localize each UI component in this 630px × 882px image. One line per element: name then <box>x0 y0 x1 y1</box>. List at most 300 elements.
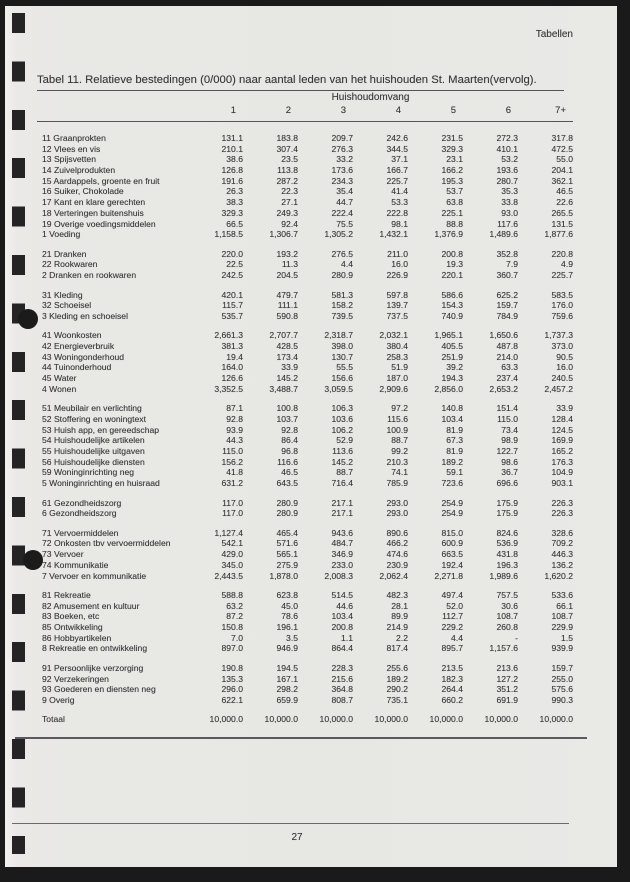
cell-value: 1,432.1 <box>379 229 408 240</box>
cell-value: 1,650.6 <box>489 330 518 341</box>
cell-value: 380.4 <box>386 341 408 352</box>
row-label: 53 Huish app, en gereedschap <box>42 424 160 435</box>
cell-value: 757.5 <box>496 590 518 601</box>
cell-value: 81.9 <box>446 446 463 457</box>
cell-value: 364.8 <box>331 684 353 695</box>
cell-value: 106.3 <box>331 403 353 414</box>
cell-value: 98.1 <box>391 218 408 229</box>
cell-value: 151.4 <box>496 403 518 414</box>
cell-value: 140.8 <box>441 403 463 414</box>
cell-value: 226.9 <box>386 270 408 281</box>
cell-value: 465.4 <box>276 527 298 538</box>
cell-value: 10,000.0 <box>429 714 463 725</box>
cell-value: 255.0 <box>551 673 573 684</box>
cell-value: 317.8 <box>551 133 573 143</box>
cell-value: 195.3 <box>441 175 463 186</box>
cell-value: 535.7 <box>221 310 243 321</box>
cell-value: 66.5 <box>226 218 243 229</box>
row-group <box>37 403 573 489</box>
table-row <box>37 560 573 571</box>
cell-value: 211.0 <box>387 248 408 259</box>
table-row <box>37 311 573 322</box>
cell-value: 231.5 <box>441 133 463 143</box>
cell-value: 280.9 <box>331 270 353 281</box>
cell-value: 229.2 <box>441 622 463 633</box>
table-row <box>37 229 573 240</box>
table-row <box>37 643 573 654</box>
cell-value: 622.1 <box>221 695 243 705</box>
cell-value: 189.2 <box>386 673 408 684</box>
cell-value: 234.3 <box>331 175 353 186</box>
row-label: 11 Graanprokten <box>42 133 106 143</box>
cell-value: 74.1 <box>391 467 408 478</box>
cell-value: 254.9 <box>441 497 463 508</box>
cell-value: 88.8 <box>446 218 463 229</box>
cell-value: 33.9 <box>556 403 573 414</box>
cell-value: 2,271.8 <box>434 570 463 581</box>
column-header: 3 <box>340 105 346 116</box>
cell-value: 536.9 <box>496 538 518 549</box>
cell-value: 345.0 <box>221 559 243 570</box>
row-label: 93 Goederen en diensten neg <box>42 684 156 695</box>
cell-value: 200.8 <box>331 622 353 633</box>
cell-value: 360.7 <box>496 270 518 281</box>
cell-value: 33.9 <box>281 362 298 373</box>
row-label: 73 Vervoer <box>42 549 84 560</box>
table-row <box>37 684 573 695</box>
cell-value: 139.7 <box>386 300 408 311</box>
cell-value: 22.3 <box>281 186 298 197</box>
cell-value: 287.2 <box>276 175 298 186</box>
cell-value: 484.7 <box>331 538 353 549</box>
cell-value: 190.8 <box>221 662 243 673</box>
table-row <box>37 457 573 468</box>
cell-value: 145.2 <box>276 373 298 384</box>
cell-value: 88.7 <box>391 435 408 446</box>
cell-value: 446.3 <box>551 549 573 560</box>
cell-value: 150.8 <box>221 622 243 633</box>
cell-value: 131.5 <box>551 218 573 229</box>
cell-value: 115.7 <box>222 300 243 311</box>
cell-value: 194.5 <box>276 662 298 673</box>
table-row <box>37 154 573 165</box>
row-group <box>37 714 573 725</box>
cell-value: 28.1 <box>391 600 408 611</box>
cell-value: 329.3 <box>221 207 243 218</box>
cell-value: 1,989.6 <box>489 570 518 581</box>
cell-value: 571.6 <box>276 538 298 549</box>
cell-value: 897.0 <box>221 643 243 654</box>
row-label: 72 Onkosten tbv vervoermiddelen <box>42 538 171 549</box>
row-label: 55 Huishoudelijke uitgaven <box>42 446 145 457</box>
cell-value: 474.6 <box>386 549 408 560</box>
cell-value: 723.6 <box>441 478 463 489</box>
cell-value: 220.0 <box>221 248 243 259</box>
cell-value: 542.1 <box>221 538 243 549</box>
cell-value: 52.9 <box>336 435 353 446</box>
cell-value: 2,909.6 <box>379 383 408 394</box>
cell-value: 864.4 <box>331 643 353 654</box>
cell-value: 55.5 <box>336 362 353 373</box>
cell-value: 53.3 <box>391 197 408 208</box>
table-row <box>37 601 573 612</box>
table-row <box>37 590 573 601</box>
cell-value: 381.3 <box>221 341 243 352</box>
cell-value: 824.6 <box>496 527 518 538</box>
cell-value: 88.7 <box>336 467 353 478</box>
cell-value: 264.4 <box>441 684 463 695</box>
cell-value: 242.5 <box>221 270 243 281</box>
cell-value: 293.0 <box>386 508 408 519</box>
cell-value: 166.7 <box>386 165 408 176</box>
cell-value: 565.1 <box>276 549 298 560</box>
row-label: 15 Aardappels, groente en fruit <box>42 175 160 186</box>
cell-value: 817.4 <box>386 643 408 654</box>
cell-value: 226.3 <box>551 497 573 508</box>
cell-value: 479.7 <box>276 289 298 300</box>
cell-value: 1,965.1 <box>434 330 463 341</box>
table-row <box>37 714 573 725</box>
table-row <box>37 186 573 197</box>
table-row <box>37 144 573 155</box>
cell-value: 108.7 <box>496 611 518 622</box>
cell-value: 210.1 <box>221 143 243 154</box>
cell-value: 514.5 <box>331 590 353 601</box>
cell-value: 175.9 <box>496 497 518 508</box>
section-header-label: Tabellen <box>535 29 573 40</box>
cell-value: 44.7 <box>336 197 353 208</box>
cell-value: 131.1 <box>221 133 243 143</box>
cell-value: 196.3 <box>496 559 518 570</box>
cell-value: 128.4 <box>551 414 573 424</box>
cell-value: 663.5 <box>441 549 463 560</box>
cell-value: 176.0 <box>551 300 573 311</box>
cell-value: 233.0 <box>331 559 353 570</box>
cell-value: 228.3 <box>331 662 353 673</box>
table-row <box>37 197 573 208</box>
row-label: 74 Kommunikatie <box>42 559 109 570</box>
cell-value: 939.9 <box>551 643 573 654</box>
cell-value: 466.2 <box>386 538 408 549</box>
cell-value: 41.4 <box>391 186 408 197</box>
table-row <box>37 571 573 582</box>
cell-value: 90.5 <box>556 351 573 362</box>
cell-value: 362.1 <box>551 175 573 186</box>
row-label: 41 Woonkosten <box>42 330 102 341</box>
cell-value: 81.9 <box>446 424 463 435</box>
cell-value: 136.2 <box>551 559 573 570</box>
row-label: 54 Huishoudelijke artikelen <box>42 435 145 446</box>
footer-rule <box>12 823 569 824</box>
cell-value: 759.6 <box>551 310 573 321</box>
cell-value: 22.6 <box>556 197 573 208</box>
cell-value: 30.6 <box>501 600 518 611</box>
cell-value: 255.6 <box>386 662 408 673</box>
binding-holes-strip <box>12 13 25 854</box>
cell-value: 7.9 <box>506 259 518 270</box>
row-label: 2 Dranken en rookwaren <box>42 270 137 281</box>
cell-value: 217.1 <box>331 508 353 519</box>
table-row <box>37 622 573 633</box>
cell-value: 46.5 <box>281 467 298 478</box>
row-label: 59 Woninginrichting neg <box>42 467 135 478</box>
cell-value: 66.1 <box>556 600 573 611</box>
cell-value: 229.9 <box>551 622 573 633</box>
cell-value: 2.2 <box>396 632 408 643</box>
cell-value: 100.9 <box>386 424 408 435</box>
cell-value: 2,856.0 <box>434 383 463 394</box>
cell-value: 240.5 <box>551 373 573 384</box>
cell-value: 307.4 <box>276 143 298 154</box>
cell-value: 265.5 <box>551 207 573 218</box>
cell-value: 38.3 <box>226 197 243 208</box>
table-row <box>37 414 573 425</box>
cell-value: 10,000.0 <box>374 714 408 725</box>
cell-value: 104.9 <box>551 467 573 478</box>
row-label: 82 Amusement en kultuur <box>42 600 140 611</box>
cell-value: 3,488.7 <box>269 383 298 394</box>
cell-value: 10,000.0 <box>209 714 243 725</box>
cell-value: 103.4 <box>441 414 463 424</box>
cell-value: 164.0 <box>221 362 243 373</box>
cell-value: 2,653.2 <box>489 383 518 394</box>
cell-value: 696.6 <box>496 478 518 489</box>
page-number: 27 <box>291 832 303 843</box>
row-label: 6 Gezondheidszorg <box>42 508 117 519</box>
table-row <box>37 478 573 489</box>
cell-value: 200.8 <box>441 248 463 259</box>
cell-value: 115.0 <box>222 446 243 457</box>
row-label: 1 Voeding <box>42 229 81 240</box>
cell-value: 1,158.5 <box>214 229 243 240</box>
cell-value: 92.4 <box>281 218 298 229</box>
cell-value: 533.6 <box>551 590 573 601</box>
cell-value: 33.8 <box>501 197 518 208</box>
cell-value: 280.9 <box>276 508 298 519</box>
cell-value: 92.8 <box>226 414 243 424</box>
cell-value: 45.0 <box>281 600 298 611</box>
cell-value: 1,306.7 <box>269 229 298 240</box>
cell-value: 33.2 <box>336 154 353 165</box>
cell-value: 156.6 <box>331 373 353 384</box>
table-row <box>37 219 573 230</box>
cell-value: 46.5 <box>556 186 573 197</box>
cell-value: 691.9 <box>496 695 518 705</box>
table-row <box>37 384 573 395</box>
cell-value: 815.0 <box>441 527 463 538</box>
cell-value: 737.5 <box>386 310 408 321</box>
row-label: 18 Verteringen buitenshuis <box>42 207 144 218</box>
row-label: 9 Overig <box>42 695 75 705</box>
cell-value: 59.1 <box>446 467 463 478</box>
cell-value: 93.9 <box>226 424 243 435</box>
cell-value: 272.3 <box>496 133 518 143</box>
cell-value: 10,000.0 <box>264 714 298 725</box>
cell-value: 2,032.1 <box>379 330 408 341</box>
row-label: 92 Verzekeringen <box>42 673 109 684</box>
cell-value: 53.7 <box>446 186 463 197</box>
table-row <box>37 249 573 260</box>
cell-value: 583.5 <box>551 289 573 300</box>
row-label: 31 Kleding <box>42 289 83 300</box>
cell-value: 78.6 <box>281 611 298 622</box>
row-label: 91 Persoonlijke verzorging <box>42 662 144 673</box>
row-label: 81 Rekreatie <box>42 590 91 601</box>
cell-value: 117.6 <box>497 218 518 229</box>
cell-value: 1,878.0 <box>269 570 298 581</box>
row-label: 71 Vervoermiddelen <box>42 527 119 538</box>
cell-value: 623.8 <box>276 590 298 601</box>
cell-value: 16.0 <box>556 362 573 373</box>
cell-value: 785.9 <box>386 478 408 489</box>
cell-value: 276.5 <box>331 248 353 259</box>
row-label: 83 Boeken, etc <box>42 611 100 622</box>
cell-value: 586.6 <box>441 289 463 300</box>
row-label: 16 Suiker, Chokolade <box>42 186 124 197</box>
cell-value: 575.6 <box>551 684 573 695</box>
cell-value: 26.3 <box>226 186 243 197</box>
cell-value: 220.8 <box>551 248 573 259</box>
table-row <box>37 695 573 706</box>
cell-value: 625.2 <box>496 289 518 300</box>
cell-value: 209.7 <box>331 133 353 143</box>
column-header: 2 <box>285 105 291 116</box>
row-label: 4 Wonen <box>42 383 77 394</box>
cell-value: 346.9 <box>331 549 353 560</box>
row-group <box>37 330 573 394</box>
cell-value: 808.7 <box>331 695 353 705</box>
cell-value: 192.4 <box>441 559 463 570</box>
cell-value: 298.2 <box>276 684 298 695</box>
cell-value: 2,443.5 <box>214 570 243 581</box>
cell-value: 113.6 <box>332 446 353 457</box>
cell-value: 4.4 <box>341 259 353 270</box>
cell-value: 106.2 <box>331 424 353 435</box>
cell-value: 126.8 <box>221 165 243 176</box>
cell-value: 193.6 <box>496 165 518 176</box>
cell-value: 166.2 <box>441 165 463 176</box>
cell-value: 328.6 <box>551 527 573 538</box>
cell-value: 290.2 <box>386 684 408 695</box>
cell-value: 154.3 <box>441 300 463 311</box>
cell-value: 4.4 <box>451 632 463 643</box>
cell-value: 280.7 <box>496 175 518 186</box>
cell-value: 709.2 <box>551 538 573 549</box>
table-row <box>37 362 573 373</box>
row-label: 56 Huishoudelijke diensten <box>42 456 145 467</box>
cell-value: 2,457.2 <box>544 383 573 394</box>
cell-value: 2,661.3 <box>214 330 243 341</box>
cell-value: 946.9 <box>276 643 298 654</box>
cell-value: 63.3 <box>501 362 518 373</box>
cell-value: 344.5 <box>386 143 408 154</box>
cell-value: 643.5 <box>276 478 298 489</box>
cell-value: 3.5 <box>286 632 298 643</box>
cell-value: 98.6 <box>501 456 518 467</box>
cell-value: 249.3 <box>276 207 298 218</box>
table-row <box>37 165 573 176</box>
table-row <box>37 528 573 539</box>
row-label: 17 Kant en klare gerechten <box>42 197 146 208</box>
table-row <box>37 403 573 414</box>
cell-value: 194.3 <box>441 373 463 384</box>
row-label: 61 Gezondheidszorg <box>42 497 122 508</box>
table-row <box>37 259 573 270</box>
cell-value: 260.8 <box>496 622 518 633</box>
cell-value: 2,707.7 <box>269 330 298 341</box>
cell-value: 113.8 <box>277 165 298 176</box>
cell-value: 784.9 <box>496 310 518 321</box>
row-label: 85 Ontwikkeling <box>42 622 103 633</box>
row-label: 43 Woningonderhoud <box>42 351 125 362</box>
cell-value: 581.3 <box>331 289 353 300</box>
cell-value: 1,877.6 <box>544 229 573 240</box>
cell-value: 428.5 <box>276 341 298 352</box>
cell-value: 16.0 <box>391 259 408 270</box>
cell-value: 167.1 <box>276 673 298 684</box>
cell-value: 1,737.3 <box>544 330 573 341</box>
row-group <box>37 663 573 706</box>
cell-value: 51.9 <box>391 362 408 373</box>
row-label: 7 Vervoer en kommunikatie <box>42 570 147 581</box>
cell-value: 196.1 <box>276 622 298 633</box>
table-row <box>37 549 573 560</box>
cell-value: 215.6 <box>331 673 353 684</box>
cell-value: 145.2 <box>331 456 353 467</box>
cell-value: 1,127.4 <box>214 527 243 538</box>
cell-value: 351.2 <box>496 684 518 695</box>
cell-value: 126.6 <box>221 373 243 384</box>
table-bottom-rule <box>15 737 587 739</box>
cell-value: 1,305.2 <box>324 229 353 240</box>
cell-value: 189.2 <box>441 456 463 467</box>
table-row <box>37 208 573 219</box>
cell-value: 1.1 <box>341 632 353 643</box>
cell-value: 275.9 <box>276 559 298 570</box>
cell-value: 103.6 <box>331 414 353 424</box>
table-row <box>37 674 573 685</box>
column-header: 6 <box>505 105 511 116</box>
table-row <box>37 538 573 549</box>
cell-value: 420.1 <box>221 289 243 300</box>
table-row <box>37 446 573 457</box>
cell-value: 352.8 <box>496 248 518 259</box>
cell-value: 93.0 <box>501 207 518 218</box>
cell-value: 204.5 <box>276 270 298 281</box>
cell-value: 173.4 <box>276 351 298 362</box>
cell-value: 237.4 <box>496 373 518 384</box>
cell-value: 135.3 <box>221 673 243 684</box>
cell-value: 204.1 <box>551 165 573 176</box>
cell-value: 193.2 <box>276 248 298 259</box>
row-label: 12 Vlees en vis <box>42 143 101 154</box>
cell-value: 158.2 <box>331 300 353 311</box>
cell-value: 108.7 <box>551 611 573 622</box>
column-header: 5 <box>450 105 456 116</box>
cell-value: 405.5 <box>441 341 463 352</box>
table-row <box>37 508 573 519</box>
cell-value: 890.6 <box>386 527 408 538</box>
punch-hole-dot <box>23 550 43 570</box>
cell-value: 92.8 <box>281 424 298 435</box>
cell-value: 11.3 <box>281 259 298 270</box>
cell-value: 373.0 <box>551 341 573 352</box>
cell-value: 124.5 <box>551 424 573 435</box>
cell-value: 117.0 <box>222 497 243 508</box>
cell-value: 1,376.9 <box>434 229 463 240</box>
cell-value: 329.3 <box>441 143 463 154</box>
cell-value: 10,000.0 <box>539 714 573 725</box>
